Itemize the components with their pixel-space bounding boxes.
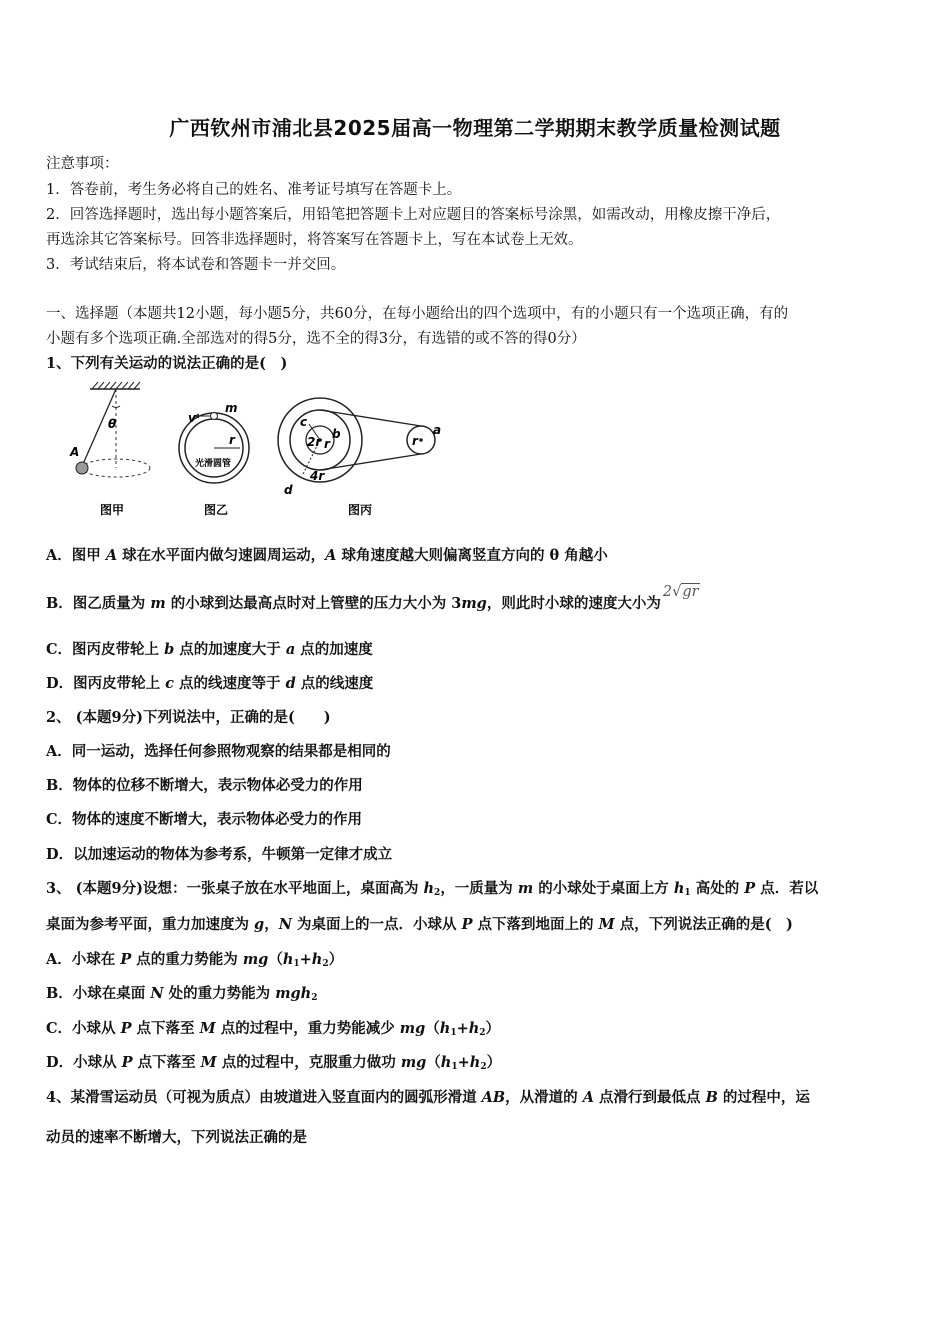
q3-stem-line2: 桌面为参考平面，重力加速度为 g，N 为桌面上的一点．小球从 P 点下落到地面上的 M 点，下列说法正确的是( ) <box>46 916 793 933</box>
label-2r: 2r <box>307 435 322 449</box>
sqrt-expression: 2√gr <box>662 584 699 600</box>
q2-option-a: A．同一运动，选择任何参照物观察的结果都是相同的 <box>46 743 391 760</box>
q4-stem-line2: 动员的速率不断增大，下列说法正确的是 <box>46 1129 307 1146</box>
q3-option-d: D．小球从 P 点下落至 M 点的过程中，克服重力做功 $mg(h_1+h_2)$ <box>46 1054 502 1072</box>
q1-option-a: A．图甲 A 球在水平面内做匀速圆周运动，A 球角速度越大则偏离竖直方向的 θ 角越小 <box>46 547 608 564</box>
caption-yi: 图乙 <box>204 503 229 517</box>
figure-bing <box>278 398 441 517</box>
q1-option-b: B．图乙质量为 m 的小球到达最高点时对上管壁的压力大小为 3mg，则此时小球的速度大小为2√gr <box>46 584 699 612</box>
label-b: b <box>332 427 341 441</box>
q3-stem-line1: 3、 (本题9分)设想：一张桌子放在水平地面上，桌面高为 $h_2$，一质量为 m 的小球处于桌面上方 $h_1$ 高处的 P 点．若以 <box>46 880 819 898</box>
figure-jia <box>69 382 150 517</box>
notice-item-2: 2．回答选择题时，选出每小题答案后，用铅笔把答题卡上对应题目的答案标号涂黑，如需改动，用橡皮擦干净后， <box>46 207 781 223</box>
figure-yi <box>179 401 249 517</box>
label-theta: θ <box>108 417 117 431</box>
section-heading-cont: 小题有多个选项正确.全部选对的得5分，选不全的得3分，有选错的或不答的得0分） <box>46 331 586 347</box>
q1-option-d: D．图丙皮带轮上 c 点的线速度等于 d 点的线速度 <box>46 675 374 692</box>
notice-item-1: 1．答卷前，考生务必将自己的姓名、准考证号填写在答题卡上。 <box>46 182 462 198</box>
label-tube: 光滑圆管 <box>195 459 232 469</box>
q3-option-c: C．小球从 P 点下落至 M 点的过程中，重力势能减少 $mg(h_1+h_2)$ <box>46 1020 501 1038</box>
label-4r: 4r <box>310 469 325 483</box>
page-title: 广西钦州市浦北县2025届高一物理第二学期期末教学质量检测试题 <box>169 116 781 140</box>
label-v: v <box>188 411 196 425</box>
q1-stem: 1、下列有关运动的说法正确的是( ) <box>46 355 288 372</box>
q2-option-c: C．物体的速度不断增大，表示物体必受力的作用 <box>46 811 363 828</box>
label-r-bing: r <box>324 437 330 451</box>
label-d: d <box>284 483 293 497</box>
notice-heading: 注意事项： <box>46 156 119 172</box>
notice-item-3: 3．考试结束后，将本试卷和答题卡一并交回。 <box>46 257 346 273</box>
caption-bing: 图丙 <box>348 503 373 517</box>
label-a: a <box>433 423 442 437</box>
label-A: A <box>70 445 80 459</box>
q3-option-b: B．小球在桌面 N 处的重力势能为 mgh$_2$ <box>46 985 318 1003</box>
q2-stem: 2、 (本题9分)下列说法中，正确的是( ) <box>46 709 331 726</box>
section-heading: 一、选择题（本题共12小题，每小题5分，共60分，在每小题给出的四个选项中，有的小题只有一个选项正确，有的 <box>46 306 789 322</box>
q1-figure <box>62 376 442 526</box>
label-c: c <box>300 415 308 429</box>
q2-option-d: D．以加速运动的物体为参考系，牛顿第一定律才成立 <box>46 846 393 863</box>
notice-item-2-cont: 再选涂其它答案标号。回答非选择题时，将答案写在答题卡上，写在本试卷上无效。 <box>46 232 583 248</box>
q1-option-c: C．图丙皮带轮上 b 点的加速度大于 a 点的加速度 <box>46 641 373 658</box>
q3-option-a: A．小球在 P 点的重力势能为 $mg(h_1+h_2)$ <box>46 951 344 969</box>
label-r-yi: r <box>229 433 235 447</box>
label-r-small: r <box>412 434 418 448</box>
q2-option-b: B．物体的位移不断增大，表示物体必受力的作用 <box>46 777 363 794</box>
q4-stem-line1: 4、某滑雪运动员（可视为质点）由坡道进入竖直面内的圆弧形滑道 AB，从滑道的 A 点滑行到最低点 B 的过程中，运 <box>46 1089 810 1106</box>
caption-jia: 图甲 <box>100 503 125 517</box>
label-m: m <box>225 401 238 415</box>
